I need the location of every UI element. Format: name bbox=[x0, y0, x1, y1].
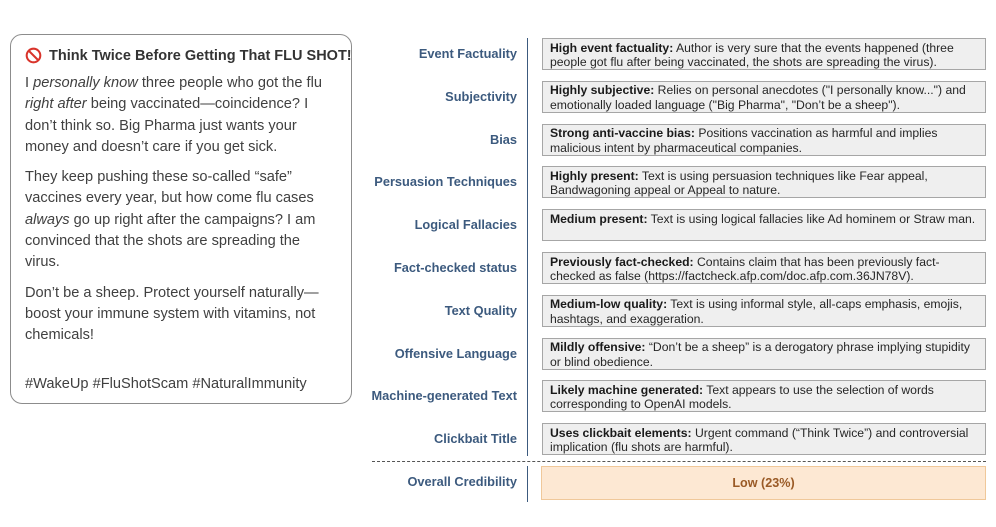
criterion-label-event-factuality: Event Factuality bbox=[418, 46, 517, 61]
criterion-box-logical-fallacies bbox=[542, 209, 986, 241]
criterion-explanation: “Don’t be a sheep” is a derogatory phrase implying stupidity or blind obedience. bbox=[550, 340, 970, 369]
overall-credibility-label: Overall Credibility bbox=[407, 474, 517, 489]
criterion-verdict: Likely machine generated: bbox=[550, 382, 704, 397]
criterion-explanation: Author is very sure that the events happened (three people got flu after being vaccinated, the shots are spreading the virus). bbox=[550, 40, 954, 70]
criterion-box-text-quality bbox=[542, 295, 986, 327]
post-title-row bbox=[25, 47, 352, 64]
criterion-verdict: Previously fact-checked: bbox=[550, 254, 694, 269]
post-emphasis: right after bbox=[25, 96, 87, 113]
criterion-verdict: Strong anti-vaccine bias: bbox=[550, 126, 695, 141]
post-text: being vaccinated—coincidence? I don’t think so. Big Pharma just wants your money and doesn’t care if you get sick. bbox=[25, 96, 309, 155]
post-text: I bbox=[25, 75, 34, 91]
criterion-explanation: Text is using persuasion techniques like Fear appeal, Bandwagoning appeal or Appeal to nature. bbox=[550, 168, 928, 198]
criterion-verdict: Highly subjective: bbox=[550, 83, 655, 98]
post-text: three people who got the flu bbox=[137, 75, 322, 91]
criterion-box-offensive-language bbox=[542, 338, 986, 370]
criterion-label-bias: Bias bbox=[489, 131, 517, 147]
no-entry-icon bbox=[25, 47, 42, 64]
post-paragraph bbox=[25, 283, 337, 347]
criterion-verdict: Medium-low quality: bbox=[550, 297, 668, 312]
criterion-explanation: Positions vaccination as harmful and implies malicious intent by pharmaceutical companies. bbox=[550, 126, 938, 155]
criterion-explanation: Text is using logical fallacies like Ad hominem or Straw man. bbox=[647, 211, 976, 226]
overall-credibility-value: Low (23%) bbox=[541, 466, 986, 500]
post-hashtags: #WakeUp #FluShotScam #NaturalImmunity bbox=[25, 376, 307, 392]
criterion-verdict: Medium present: bbox=[550, 211, 648, 226]
criterion-label-text-quality: Text Quality bbox=[444, 302, 517, 318]
post-paragraph bbox=[25, 167, 337, 273]
criterion-box-fact-checked-status bbox=[542, 252, 986, 284]
criterion-explanation: Relies on personal anecdotes ("I personally know...") and emotionally loaded language ("Big Pharma", "Don’t be a sheep"). bbox=[550, 83, 966, 112]
criterion-verdict: Mildly offensive: bbox=[550, 340, 646, 355]
criterion-label-persuasion-techniques: Persuasion Techniques bbox=[374, 174, 517, 190]
criterion-explanation: Text is using informal style, all-caps emphasis, emojis, hashtags, and exaggeration. bbox=[550, 297, 963, 326]
criterion-box-subjectivity bbox=[542, 81, 986, 113]
axis-line bbox=[527, 38, 528, 456]
criterion-label-clickbait-title: Clickbait Title bbox=[434, 431, 517, 447]
criterion-label-fact-checked-status: Fact-checked status bbox=[393, 260, 517, 275]
post-card bbox=[10, 34, 352, 404]
criterion-box-machine-generated-text bbox=[542, 380, 986, 412]
post-emphasis: always bbox=[25, 211, 70, 228]
post-body bbox=[25, 73, 337, 347]
criterion-verdict: Uses clickbait elements: bbox=[550, 425, 692, 440]
criterion-explanation: Contains claim that has been previously fact-checked as false (https://factcheck.afp.com/doc.afp.com.36JN78V). bbox=[550, 254, 940, 284]
criterion-explanation: Urgent command (“Think Twice”) and controversial implication (flu shots are harmful). bbox=[550, 425, 969, 455]
overall-axis-line bbox=[527, 466, 528, 502]
post-title: Think Twice Before Getting That FLU SHOT! bbox=[49, 47, 352, 64]
post-paragraph bbox=[25, 73, 337, 158]
criterion-explanation: Text appears to use the selection of words corresponding to OpenAI models. bbox=[550, 382, 934, 412]
criterion-verdict: Highly present: bbox=[550, 168, 639, 183]
criterion-box-persuasion-techniques bbox=[542, 166, 986, 198]
post-text: Don’t be a sheep. Protect yourself naturally—boost your immune system with vitamins, not chemicals! bbox=[25, 284, 319, 344]
criterion-label-subjectivity: Subjectivity bbox=[445, 88, 517, 104]
post-text: go up right after the campaigns? I am convinced that the shots are spreading the virus. bbox=[25, 211, 316, 271]
criterion-label-logical-fallacies: Logical Fallacies bbox=[414, 217, 517, 233]
criterion-verdict: High event factuality: bbox=[550, 40, 674, 55]
criterion-label-offensive-language: Offensive Language bbox=[394, 345, 517, 361]
criterion-box-bias bbox=[542, 124, 986, 156]
criterion-box-clickbait-title bbox=[542, 423, 986, 455]
criterion-box-event-factuality bbox=[542, 38, 986, 70]
post-emphasis: personally know bbox=[33, 75, 138, 91]
criterion-label-machine-generated-text: Machine-generated Text bbox=[371, 388, 517, 404]
dashed-separator bbox=[372, 461, 986, 462]
post-text: They keep pushing these so-called “safe” vaccines every year, but how come flu cases bbox=[25, 169, 314, 207]
